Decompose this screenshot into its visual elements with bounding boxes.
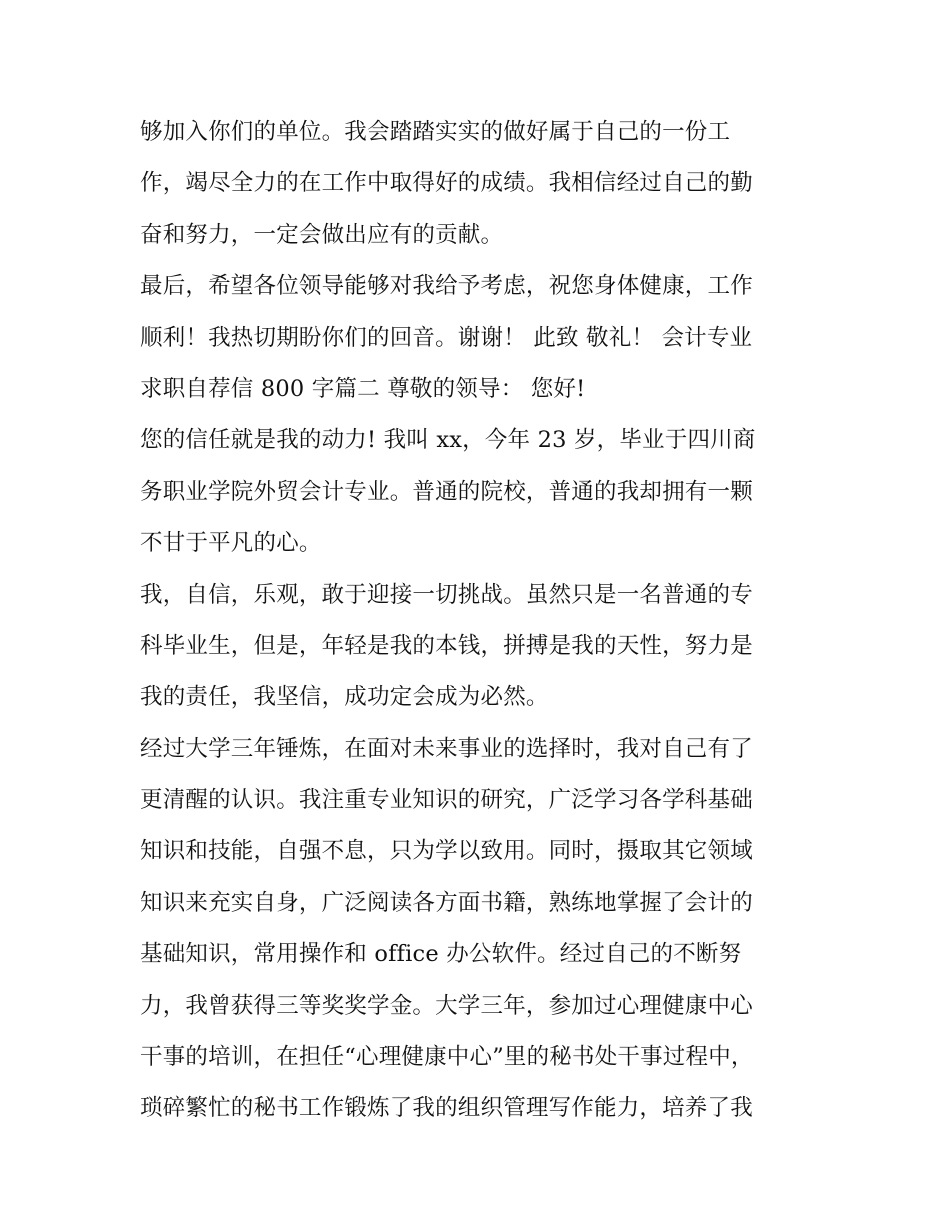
text-line: 力，我曾获得三等奖奖学金。大学三年，参加过心理健康中心 — [140, 992, 753, 1019]
text-line: 务职业学院外贸会计专业。普通的院校，普通的我却拥有一颗 — [140, 478, 753, 505]
text-line: 干事的培训，在担任“心理健康中心”里的秘书处干事过程中， — [140, 1044, 754, 1071]
text-line: 作，竭尽全力的在工作中取得好的成绩。我相信经过自己的勤 — [140, 170, 753, 197]
text-line: 最后，希望各位领导能够对我给予考虑，祝您身体健康，工作 — [140, 273, 753, 300]
text-line: 奋和努力，一定会做出应有的贡献。 — [140, 221, 504, 248]
text-line: 我的责任，我坚信，成功定会成为必然。 — [140, 684, 549, 711]
text-line: 我，自信，乐观，敢于迎接一切挑战。虽然只是一名普通的专 — [140, 581, 753, 608]
text-line: 求职自荐信 800 字篇二 尊敬的领导： 您好! — [140, 375, 586, 402]
text-line: 够加入你们的单位。我会踏踏实实的做好属于自己的一份工 — [140, 119, 731, 145]
text-line: 顺利！我热切期盼你们的回音。谢谢！ 此致 敬礼！ 会计专业 — [140, 324, 753, 351]
text-line: 知识来充实自身，广泛阅读各方面书籍，熟练地掌握了会计的 — [140, 889, 753, 916]
document-body — [140, 107, 820, 1135]
text-line: 科毕业生，但是，年轻是我的本钱，拼搏是我的天性，努力是 — [140, 632, 753, 659]
text-line: 更清醒的认识。我注重专业知识的研究，广泛学习各学科基础 — [140, 787, 753, 814]
text-line: 不甘于平凡的心。 — [140, 530, 322, 557]
text-line: 经过大学三年锤炼，在面对未来事业的选择时，我对自己有了 — [140, 735, 753, 762]
text-line: 知识和技能，自强不息，只为学以致用。同时，摄取其它领域 — [140, 838, 753, 865]
text-line: 您的信任就是我的动力! 我叫 xx，今年 23 岁，毕业于四川商 — [140, 427, 756, 454]
text-line: 琐碎繁忙的秘书工作锻炼了我的组织管理写作能力，培养了我 — [140, 1095, 753, 1122]
text-line: 基础知识，常用操作和 office 办公软件。经过自己的不断努 — [140, 941, 742, 968]
